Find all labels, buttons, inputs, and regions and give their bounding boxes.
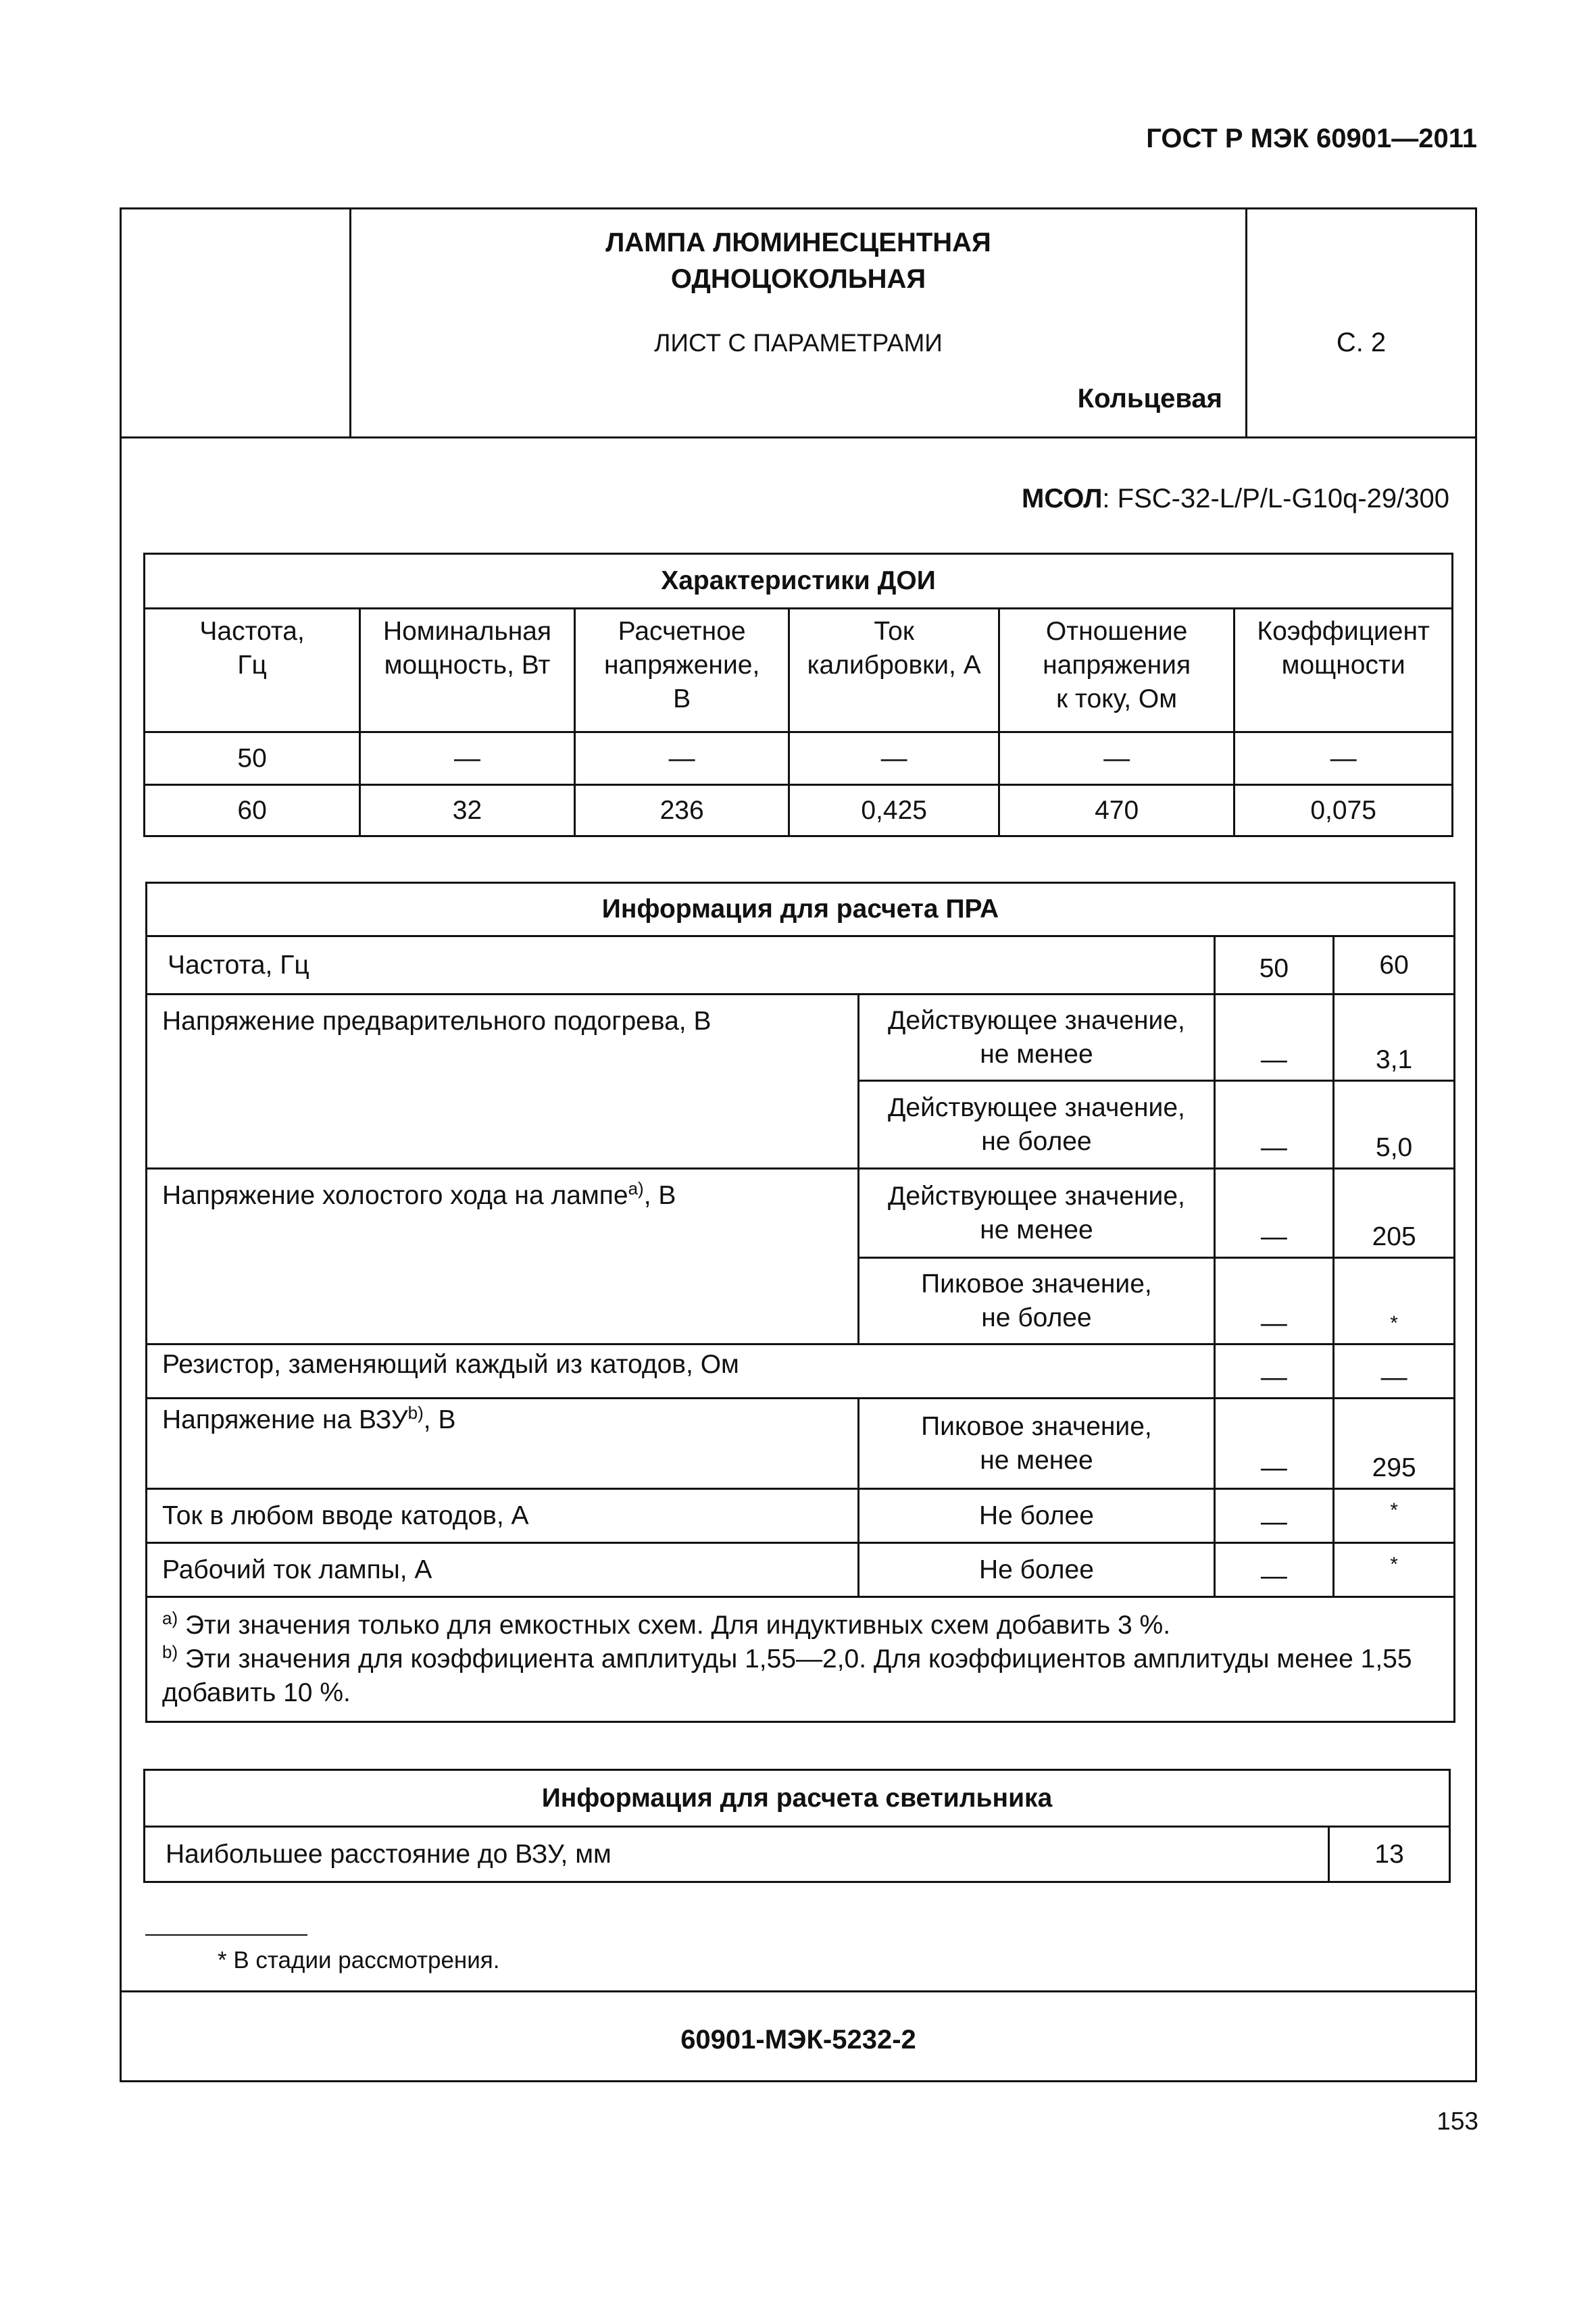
doi-header-cell: Ток калибровки, А xyxy=(789,609,999,732)
pra-value-50: — xyxy=(1214,1258,1334,1344)
table-row xyxy=(147,1489,1455,1543)
pra-condition: Пиковое значение, не более xyxy=(859,1258,1214,1344)
pra-condition: Пиковое значение, не менее xyxy=(859,1399,1214,1489)
note-b-mark: b) xyxy=(162,1642,178,1662)
pra-cathode-current-label: Ток в любом вводе катодов, А xyxy=(147,1489,859,1543)
pra-notes-row xyxy=(147,1597,1455,1722)
mcol-line xyxy=(1022,484,1449,514)
doi-header-cell: Номинальная мощность, Вт xyxy=(360,609,575,732)
sheet-title-line1: ЛАМПА ЛЮМИНЕСЦЕНТНАЯ xyxy=(605,228,991,257)
bottom-block-line xyxy=(120,1990,1477,1992)
doi-header-cell: Коэффициент мощности xyxy=(1235,609,1453,732)
table-row xyxy=(147,936,1455,995)
doi-header-row xyxy=(145,609,1453,732)
note-a xyxy=(162,1609,1439,1642)
luminaire-title: Информация для расчета светильника xyxy=(145,1770,1450,1827)
page-number: 153 xyxy=(1437,2107,1478,2135)
pra-freq-60: 60 xyxy=(1334,936,1455,995)
footnote-text: * В стадии рассмотрения. xyxy=(218,1947,500,1973)
doi-cell: 32 xyxy=(360,785,575,836)
note-a-text: Эти значения только для емкостных схем. Для индуктивных схем добавить 3 %. xyxy=(178,1611,1171,1640)
pra-value-60: * xyxy=(1334,1543,1455,1597)
pra-value-60: * xyxy=(1334,1258,1455,1344)
sheet-code: 60901-МЭК-5232-2 xyxy=(680,2025,916,2055)
pra-value-50: — xyxy=(1214,1399,1334,1489)
pra-vzu-label xyxy=(147,1399,859,1489)
doi-cell: — xyxy=(360,732,575,785)
standard-header: ГОСТ Р МЭК 60901—2011 xyxy=(1146,124,1477,153)
pra-value-60: 3,1 xyxy=(1334,995,1455,1081)
table-row xyxy=(147,1399,1455,1489)
doi-cell: — xyxy=(999,732,1234,785)
table-row xyxy=(145,732,1453,785)
pra-condition: Действующее значение, не более xyxy=(859,1081,1214,1169)
pra-open-circuit-text: Напряжение холостого хода на лампе xyxy=(162,1181,628,1210)
pra-open-circuit-label xyxy=(147,1169,859,1344)
footnote-mark-b: b) xyxy=(407,1403,424,1423)
note-b xyxy=(162,1642,1439,1710)
pra-value-60: 205 xyxy=(1334,1169,1455,1258)
doi-cell: 50 xyxy=(145,732,360,785)
table-row xyxy=(145,1827,1450,1882)
table-row xyxy=(147,1344,1455,1399)
pra-value-50: — xyxy=(1214,1543,1334,1597)
luminaire-distance-value: 13 xyxy=(1329,1827,1450,1882)
pra-condition: Действующее значение, не менее xyxy=(859,995,1214,1081)
pra-notes xyxy=(147,1597,1455,1722)
footnote-mark-a: a) xyxy=(628,1178,644,1199)
pra-condition: Не более xyxy=(859,1543,1214,1597)
page-ref: С. 2 xyxy=(1336,328,1387,357)
table-row xyxy=(147,1543,1455,1597)
table-row xyxy=(145,785,1453,836)
pra-condition: Действующее значение, не менее xyxy=(859,1169,1214,1258)
doi-table xyxy=(143,553,1453,837)
pra-freq-label: Частота, Гц xyxy=(147,936,1215,995)
pra-lamp-current-label: Рабочий ток лампы, А xyxy=(147,1543,859,1597)
sheet-subtitle: ЛИСТ С ПАРАМЕТРАМИ xyxy=(654,329,943,357)
note-b-text: Эти значения для коэффициента амплитуды 1,55—2,0. Для коэффициентов амплитуды менее 1,55 добавить 10 %. xyxy=(162,1644,1412,1707)
pra-condition: Не более xyxy=(859,1489,1214,1543)
doi-cell: — xyxy=(574,732,789,785)
pra-title: Информация для расчета ПРА xyxy=(147,883,1455,936)
title-block-bottom xyxy=(120,436,1477,438)
pra-value-60: — xyxy=(1334,1344,1455,1399)
shape-label: Кольцевая xyxy=(1077,384,1222,413)
pra-value-60: 5,0 xyxy=(1334,1081,1455,1169)
table-row xyxy=(147,995,1455,1081)
pra-value-50: — xyxy=(1214,1081,1334,1169)
pra-value-50: — xyxy=(1214,1489,1334,1543)
doi-cell: 236 xyxy=(574,785,789,836)
pra-value-50: — xyxy=(1214,1344,1334,1399)
pra-resistor-label: Резистор, заменяющий каждый из катодов, Ом xyxy=(147,1344,1215,1399)
pra-open-circuit-unit: , В xyxy=(643,1181,676,1210)
doi-cell: — xyxy=(789,732,999,785)
luminaire-table xyxy=(143,1769,1451,1883)
note-a-mark: a) xyxy=(162,1608,178,1628)
pra-value-60: * xyxy=(1334,1489,1455,1543)
doi-header-cell: Отношение напряжения к току, Ом xyxy=(999,609,1234,732)
pra-freq-50: 50 xyxy=(1214,936,1334,995)
doi-cell: 0,425 xyxy=(789,785,999,836)
doi-title: Характеристики ДОИ xyxy=(145,554,1453,609)
pra-value-60: 295 xyxy=(1334,1399,1455,1489)
doi-header-cell: Расчетное напряжение, В xyxy=(574,609,789,732)
pra-vzu-text: Напряжение на ВЗУ xyxy=(162,1405,408,1434)
pra-table xyxy=(145,882,1455,1723)
mcol-label: МСОЛ xyxy=(1022,484,1103,513)
doi-cell: 0,075 xyxy=(1235,785,1453,836)
pra-preheat-label: Напряжение предварительного подогрева, В xyxy=(147,995,859,1169)
doi-cell: — xyxy=(1235,732,1453,785)
luminaire-distance-label: Наибольшее расстояние до ВЗУ, мм xyxy=(145,1827,1329,1882)
footnote-rule xyxy=(145,1934,307,1936)
pra-value-50: — xyxy=(1214,1169,1334,1258)
table-row xyxy=(147,1169,1455,1258)
pra-vzu-unit: , В xyxy=(423,1405,456,1434)
pra-value-50: — xyxy=(1214,995,1334,1081)
title-divider-right xyxy=(1245,207,1247,438)
doi-header-cell: Частота, Гц xyxy=(145,609,360,732)
doi-cell: 470 xyxy=(999,785,1234,836)
doi-cell: 60 xyxy=(145,785,360,836)
sheet-title-line2: ОДНОЦОКОЛЬНАЯ xyxy=(670,264,926,294)
mcol-value: : FSC-32-L/P/L-G10q-29/300 xyxy=(1102,484,1449,513)
